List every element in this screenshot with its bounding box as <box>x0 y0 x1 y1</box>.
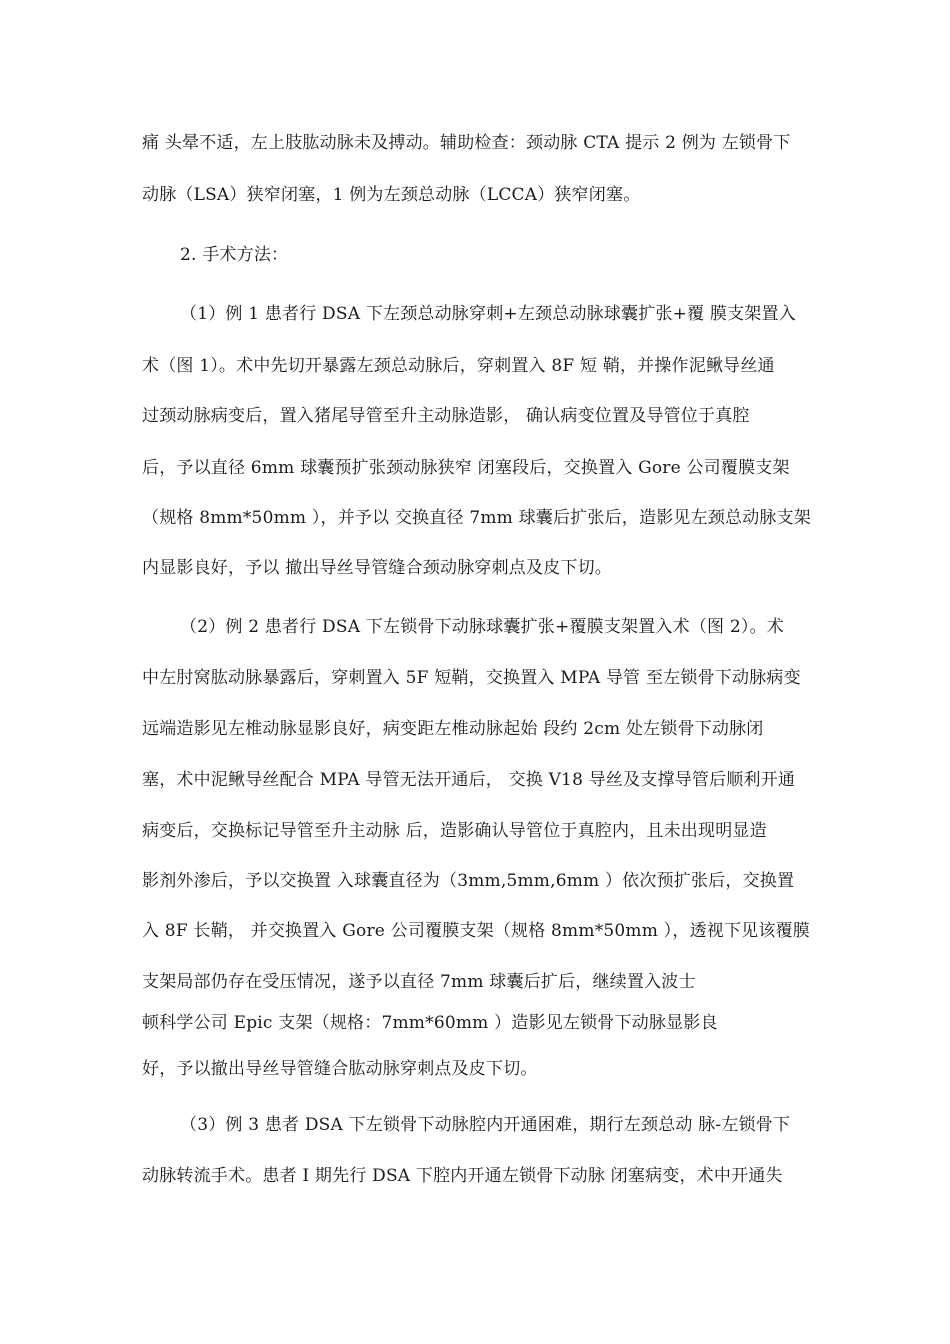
text-line: （规格 8mm*50mm ），并予以 交换直径 7mm 球囊后扩张后，造影见左颈总动脉支架 <box>142 508 812 528</box>
text-line: 影剂外渗后，予以交换置 入球囊直径为（3mm,5mm,6mm ）依次预扩张后，交换置 <box>142 871 795 891</box>
section-heading: 2. 手术方法： <box>180 245 289 265</box>
text-line: 病变后，交换标记导管至升主动脉 后，造影确认导管位于真腔内，且未出现明显造 <box>142 821 767 841</box>
text-line: 顿科学公司 Epic 支架（规格：7mm*60mm ）造影见左锁骨下动脉显影良 <box>142 1013 718 1033</box>
text-line: （1）例 1 患者行 DSA 下左颈总动脉穿刺+左颈总动脉球囊扩张+覆 膜支架置入 <box>180 304 796 324</box>
text-line: 支架局部仍存在受压情况，遂予以直径 7mm 球囊后扩后，继续置入波士 <box>142 972 696 992</box>
text-line: 术（图 1）。术中先切开暴露左颈总动脉后，穿刺置入 8F 短 鞘，并操作泥鳅导丝通 <box>142 356 775 376</box>
text-line: 后，予以直径 6mm 球囊预扩张颈动脉狭窄 闭塞段后，交换置入 Gore 公司覆膜支架 <box>142 458 790 478</box>
text-line: 塞，术中泥鳅导丝配合 MPA 导管无法开通后， 交换 V18 导丝及支撑导管后顺利开通 <box>142 770 796 790</box>
text-line: 内显影良好，予以 撤出导丝导管缝合颈动脉穿刺点及皮下切。 <box>142 558 613 578</box>
text-line: 远端造影见左椎动脉显影良好，病变距左椎动脉起始 段约 2cm 处左锁骨下动脉闭 <box>142 719 764 739</box>
text-line: （2）例 2 患者行 DSA 下左锁骨下动脉球囊扩张+覆膜支架置入术（图 2）。术 <box>180 617 784 637</box>
text-line: 动脉（LSA）狭窄闭塞，1 例为左颈总动脉（LCCA）狭窄闭塞。 <box>142 185 641 205</box>
text-line: 入 8F 长鞘， 并交换置入 Gore 公司覆膜支架（规格 8mm*50mm ），透视下见该覆膜 <box>142 921 810 941</box>
text-line: 中左肘窝肱动脉暴露后，穿刺置入 5F 短鞘，交换置入 MPA 导管 至左锁骨下动脉病变 <box>142 668 801 688</box>
text-line: 过颈动脉病变后，置入猪尾导管至升主动脉造影， 确认病变位置及导管位于真腔 <box>142 406 750 426</box>
text-line: 动脉转流手术。患者 I 期先行 DSA 下腔内开通左锁骨下动脉 闭塞病变，术中开通失 <box>142 1166 783 1186</box>
text-line: （3）例 3 患者 DSA 下左锁骨下动脉腔内开通困难，期行左颈总动 脉-左锁骨下 <box>180 1115 791 1135</box>
text-line: 痛 头晕不适，左上肢肱动脉未及搏动。辅助检查：颈动脉 CTA 提示 2 例为 左锁骨下 <box>142 133 791 153</box>
text-line: 好，予以撤出导丝导管缝合肱动脉穿刺点及皮下切。 <box>142 1059 538 1079</box>
